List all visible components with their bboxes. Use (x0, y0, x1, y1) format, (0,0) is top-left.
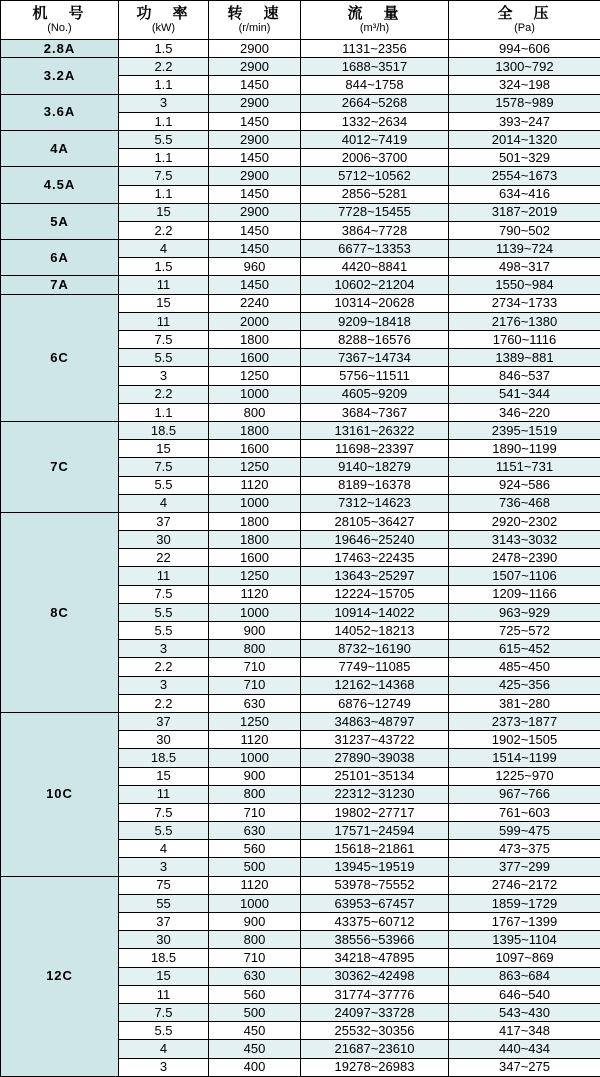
table-row (1, 512, 600, 530)
cell-flow: 844~1758 (301, 76, 449, 94)
cell-flow: 25532~30356 (301, 1022, 449, 1040)
cell-power: 37 (119, 712, 209, 730)
cell-power: 15 (119, 203, 209, 221)
cell-flow: 27890~39038 (301, 749, 449, 767)
cell-model: 7C (1, 421, 119, 512)
cell-power: 18.5 (119, 949, 209, 967)
table-row (1, 276, 600, 294)
cell-flow: 17463~22435 (301, 549, 449, 567)
cell-speed: 2000 (209, 312, 301, 330)
cell-flow: 11698~23397 (301, 440, 449, 458)
cell-pressure: 3187~2019 (449, 203, 600, 221)
cell-flow: 14052~18213 (301, 622, 449, 640)
cell-speed: 1450 (209, 276, 301, 294)
cell-speed: 1600 (209, 440, 301, 458)
cell-power: 18.5 (119, 749, 209, 767)
table-row (1, 58, 600, 76)
cell-pressure: 863~684 (449, 967, 600, 985)
column-header-flow-sub: (m³/h) (301, 23, 448, 35)
cell-model: 2.8A (1, 40, 119, 58)
cell-power: 7.5 (119, 331, 209, 349)
cell-flow: 2006~3700 (301, 149, 449, 167)
cell-power: 1.1 (119, 76, 209, 94)
cell-power: 1.1 (119, 185, 209, 203)
column-header-model-main: 机 号 (1, 6, 118, 22)
cell-speed: 900 (209, 913, 301, 931)
cell-flow: 4012~7419 (301, 130, 449, 148)
cell-flow: 10602~21204 (301, 276, 449, 294)
cell-flow: 28105~36427 (301, 512, 449, 530)
cell-model: 4.5A (1, 167, 119, 203)
cell-flow: 31774~37776 (301, 985, 449, 1003)
cell-speed: 1600 (209, 549, 301, 567)
cell-speed: 800 (209, 931, 301, 949)
cell-pressure: 1859~1729 (449, 894, 600, 912)
cell-speed: 1120 (209, 585, 301, 603)
cell-power: 1.1 (119, 149, 209, 167)
cell-flow: 7367~14734 (301, 349, 449, 367)
cell-pressure: 1139~724 (449, 240, 600, 258)
cell-speed: 1450 (209, 221, 301, 239)
table-row (1, 130, 600, 148)
cell-power: 3 (119, 1058, 209, 1076)
cell-speed: 1000 (209, 894, 301, 912)
cell-pressure: 543~430 (449, 1003, 600, 1021)
cell-flow: 13945~19519 (301, 858, 449, 876)
cell-pressure: 846~537 (449, 367, 600, 385)
cell-pressure: 1151~731 (449, 458, 600, 476)
cell-flow: 24097~33728 (301, 1003, 449, 1021)
cell-flow: 1131~2356 (301, 40, 449, 58)
cell-speed: 2900 (209, 130, 301, 148)
header-row (1, 1, 600, 40)
table-row (1, 421, 600, 439)
cell-speed: 710 (209, 676, 301, 694)
cell-power: 3 (119, 640, 209, 658)
cell-speed: 1450 (209, 185, 301, 203)
cell-power: 1.1 (119, 403, 209, 421)
table-header (1, 1, 600, 40)
cell-speed: 710 (209, 658, 301, 676)
cell-speed: 900 (209, 767, 301, 785)
table-row (1, 240, 600, 258)
cell-pressure: 1389~881 (449, 349, 600, 367)
cell-power: 11 (119, 785, 209, 803)
cell-flow: 13161~26322 (301, 421, 449, 439)
table-body (1, 40, 600, 1077)
cell-power: 30 (119, 531, 209, 549)
cell-pressure: 2920~2302 (449, 512, 600, 530)
cell-speed: 1250 (209, 367, 301, 385)
cell-flow: 2664~5268 (301, 94, 449, 112)
cell-power: 5.5 (119, 822, 209, 840)
cell-speed: 450 (209, 1022, 301, 1040)
cell-pressure: 1507~1106 (449, 567, 600, 585)
cell-speed: 1450 (209, 149, 301, 167)
cell-power: 7.5 (119, 585, 209, 603)
cell-flow: 63953~67457 (301, 894, 449, 912)
cell-power: 5.5 (119, 476, 209, 494)
cell-power: 1.1 (119, 112, 209, 130)
cell-flow: 34218~47895 (301, 949, 449, 967)
cell-pressure: 1578~989 (449, 94, 600, 112)
cell-pressure: 347~275 (449, 1058, 600, 1076)
cell-pressure: 346~220 (449, 403, 600, 421)
cell-pressure: 599~475 (449, 822, 600, 840)
cell-speed: 1000 (209, 385, 301, 403)
cell-flow: 43375~60712 (301, 913, 449, 931)
cell-speed: 630 (209, 694, 301, 712)
table-row (1, 94, 600, 112)
cell-speed: 1120 (209, 476, 301, 494)
column-header-pressure-main: 全 压 (449, 6, 600, 22)
cell-speed: 2900 (209, 40, 301, 58)
cell-pressure: 377~299 (449, 858, 600, 876)
cell-power: 15 (119, 967, 209, 985)
cell-speed: 400 (209, 1058, 301, 1076)
cell-power: 15 (119, 440, 209, 458)
cell-speed: 1800 (209, 331, 301, 349)
cell-speed: 1000 (209, 494, 301, 512)
cell-flow: 30362~42498 (301, 967, 449, 985)
cell-flow: 21687~23610 (301, 1040, 449, 1058)
cell-speed: 1450 (209, 76, 301, 94)
cell-speed: 2900 (209, 94, 301, 112)
cell-pressure: 924~586 (449, 476, 600, 494)
cell-pressure: 541~344 (449, 385, 600, 403)
cell-pressure: 417~348 (449, 1022, 600, 1040)
cell-flow: 9140~18279 (301, 458, 449, 476)
cell-speed: 710 (209, 949, 301, 967)
cell-speed: 2900 (209, 167, 301, 185)
column-header-power-main: 功 率 (119, 6, 208, 22)
cell-flow: 34863~48797 (301, 712, 449, 730)
cell-flow: 6677~13353 (301, 240, 449, 258)
cell-speed: 2900 (209, 203, 301, 221)
cell-power: 11 (119, 985, 209, 1003)
cell-power: 30 (119, 931, 209, 949)
cell-pressure: 2373~1877 (449, 712, 600, 730)
cell-power: 2.2 (119, 658, 209, 676)
cell-pressure: 761~603 (449, 803, 600, 821)
cell-pressure: 963~929 (449, 603, 600, 621)
cell-power: 5.5 (119, 130, 209, 148)
cell-flow: 8189~16378 (301, 476, 449, 494)
cell-flow: 5712~10562 (301, 167, 449, 185)
cell-pressure: 2395~1519 (449, 421, 600, 439)
cell-model: 12C (1, 876, 119, 1076)
cell-flow: 2856~5281 (301, 185, 449, 203)
cell-pressure: 1097~869 (449, 949, 600, 967)
cell-pressure: 2014~1320 (449, 130, 600, 148)
cell-power: 18.5 (119, 421, 209, 439)
cell-power: 5.5 (119, 349, 209, 367)
cell-speed: 1450 (209, 112, 301, 130)
cell-flow: 7728~15455 (301, 203, 449, 221)
cell-pressure: 485~450 (449, 658, 600, 676)
cell-pressure: 1890~1199 (449, 440, 600, 458)
cell-speed: 500 (209, 1003, 301, 1021)
cell-flow: 12224~15705 (301, 585, 449, 603)
cell-flow: 8732~16190 (301, 640, 449, 658)
cell-pressure: 634~416 (449, 185, 600, 203)
cell-model: 10C (1, 712, 119, 876)
cell-power: 4 (119, 840, 209, 858)
cell-flow: 1688~3517 (301, 58, 449, 76)
cell-flow: 7312~14623 (301, 494, 449, 512)
cell-power: 15 (119, 294, 209, 312)
cell-flow: 3864~7728 (301, 221, 449, 239)
cell-flow: 15618~21861 (301, 840, 449, 858)
column-header-power (119, 1, 209, 40)
cell-speed: 2900 (209, 58, 301, 76)
cell-model: 8C (1, 512, 119, 712)
cell-power: 75 (119, 876, 209, 894)
cell-power: 15 (119, 767, 209, 785)
cell-model: 3.6A (1, 94, 119, 130)
cell-power: 3 (119, 367, 209, 385)
cell-power: 37 (119, 913, 209, 931)
cell-power: 5.5 (119, 622, 209, 640)
cell-model: 6C (1, 294, 119, 421)
cell-speed: 560 (209, 840, 301, 858)
table-row (1, 712, 600, 730)
cell-pressure: 393~247 (449, 112, 600, 130)
cell-speed: 1120 (209, 731, 301, 749)
cell-speed: 630 (209, 822, 301, 840)
cell-pressure: 2176~1380 (449, 312, 600, 330)
cell-speed: 900 (209, 622, 301, 640)
cell-power: 11 (119, 276, 209, 294)
cell-pressure: 790~502 (449, 221, 600, 239)
cell-power: 37 (119, 512, 209, 530)
cell-pressure: 2734~1733 (449, 294, 600, 312)
cell-power: 7.5 (119, 803, 209, 821)
cell-speed: 800 (209, 640, 301, 658)
column-header-flow (301, 1, 449, 40)
cell-flow: 53978~75552 (301, 876, 449, 894)
cell-speed: 630 (209, 967, 301, 985)
cell-flow: 25101~35134 (301, 767, 449, 785)
cell-speed: 710 (209, 803, 301, 821)
cell-power: 30 (119, 731, 209, 749)
table-row (1, 876, 600, 894)
cell-power: 11 (119, 567, 209, 585)
cell-speed: 560 (209, 985, 301, 1003)
table-row (1, 167, 600, 185)
cell-speed: 1250 (209, 458, 301, 476)
cell-flow: 22312~31230 (301, 785, 449, 803)
cell-power: 7.5 (119, 1003, 209, 1021)
cell-flow: 19802~27717 (301, 803, 449, 821)
table-row (1, 40, 600, 58)
cell-pressure: 615~452 (449, 640, 600, 658)
cell-model: 4A (1, 130, 119, 166)
cell-pressure: 967~766 (449, 785, 600, 803)
cell-speed: 800 (209, 403, 301, 421)
cell-flow: 17571~24594 (301, 822, 449, 840)
cell-flow: 3684~7367 (301, 403, 449, 421)
cell-pressure: 1300~792 (449, 58, 600, 76)
column-header-pressure-sub: (Pa) (449, 23, 600, 35)
cell-pressure: 1209~1166 (449, 585, 600, 603)
cell-power: 4 (119, 240, 209, 258)
cell-speed: 1450 (209, 240, 301, 258)
column-header-power-sub: (kW) (119, 23, 208, 35)
cell-speed: 1800 (209, 512, 301, 530)
cell-speed: 800 (209, 785, 301, 803)
cell-power: 11 (119, 312, 209, 330)
column-header-speed-sub: (r/min) (209, 23, 300, 35)
cell-pressure: 440~434 (449, 1040, 600, 1058)
cell-pressure: 1550~984 (449, 276, 600, 294)
cell-flow: 5756~11511 (301, 367, 449, 385)
table-row (1, 294, 600, 312)
cell-flow: 7749~11085 (301, 658, 449, 676)
cell-flow: 10914~14022 (301, 603, 449, 621)
cell-speed: 1250 (209, 567, 301, 585)
table-row (1, 203, 600, 221)
cell-model: 7A (1, 276, 119, 294)
cell-speed: 960 (209, 258, 301, 276)
cell-speed: 1120 (209, 876, 301, 894)
cell-flow: 12162~14368 (301, 676, 449, 694)
cell-pressure: 646~540 (449, 985, 600, 1003)
cell-model: 6A (1, 240, 119, 276)
cell-pressure: 425~356 (449, 676, 600, 694)
cell-power: 7.5 (119, 167, 209, 185)
cell-pressure: 1514~1199 (449, 749, 600, 767)
cell-pressure: 498~317 (449, 258, 600, 276)
cell-power: 4 (119, 494, 209, 512)
cell-power: 2.2 (119, 385, 209, 403)
cell-model: 3.2A (1, 58, 119, 94)
cell-pressure: 501~329 (449, 149, 600, 167)
cell-pressure: 473~375 (449, 840, 600, 858)
cell-pressure: 3143~3032 (449, 531, 600, 549)
cell-flow: 1332~2634 (301, 112, 449, 130)
cell-pressure: 2478~2390 (449, 549, 600, 567)
cell-speed: 2240 (209, 294, 301, 312)
cell-flow: 10314~20628 (301, 294, 449, 312)
cell-speed: 1000 (209, 749, 301, 767)
cell-speed: 1800 (209, 421, 301, 439)
cell-power: 2.2 (119, 221, 209, 239)
cell-flow: 4605~9209 (301, 385, 449, 403)
cell-flow: 13643~25297 (301, 567, 449, 585)
cell-pressure: 2554~1673 (449, 167, 600, 185)
cell-pressure: 2746~2172 (449, 876, 600, 894)
cell-power: 5.5 (119, 1022, 209, 1040)
cell-flow: 6876~12749 (301, 694, 449, 712)
cell-pressure: 994~606 (449, 40, 600, 58)
cell-power: 22 (119, 549, 209, 567)
cell-power: 2.2 (119, 694, 209, 712)
cell-pressure: 1225~970 (449, 767, 600, 785)
cell-pressure: 324~198 (449, 76, 600, 94)
cell-power: 1.5 (119, 258, 209, 276)
cell-speed: 1000 (209, 603, 301, 621)
cell-flow: 9209~18418 (301, 312, 449, 330)
cell-power: 4 (119, 1040, 209, 1058)
column-header-speed (209, 1, 301, 40)
cell-flow: 31237~43722 (301, 731, 449, 749)
cell-power: 3 (119, 858, 209, 876)
cell-speed: 1600 (209, 349, 301, 367)
cell-pressure: 1767~1399 (449, 913, 600, 931)
cell-power: 1.5 (119, 40, 209, 58)
column-header-flow-main: 流 量 (301, 6, 448, 22)
column-header-speed-main: 转 速 (209, 6, 300, 22)
cell-pressure: 736~468 (449, 494, 600, 512)
cell-flow: 19646~25240 (301, 531, 449, 549)
cell-speed: 500 (209, 858, 301, 876)
cell-flow: 8288~16576 (301, 331, 449, 349)
cell-speed: 1250 (209, 712, 301, 730)
column-header-model (1, 1, 119, 40)
cell-pressure: 1902~1505 (449, 731, 600, 749)
cell-pressure: 1760~1116 (449, 331, 600, 349)
cell-flow: 4420~8841 (301, 258, 449, 276)
cell-speed: 450 (209, 1040, 301, 1058)
cell-pressure: 725~572 (449, 622, 600, 640)
cell-pressure: 1395~1104 (449, 931, 600, 949)
cell-flow: 19278~26983 (301, 1058, 449, 1076)
cell-power: 3 (119, 94, 209, 112)
cell-flow: 38556~53966 (301, 931, 449, 949)
column-header-pressure (449, 1, 600, 40)
cell-power: 3 (119, 676, 209, 694)
cell-power: 2.2 (119, 58, 209, 76)
cell-pressure: 381~280 (449, 694, 600, 712)
cell-power: 7.5 (119, 458, 209, 476)
cell-model: 5A (1, 203, 119, 239)
cell-speed: 1800 (209, 531, 301, 549)
cell-power: 5.5 (119, 603, 209, 621)
column-header-model-sub: (No.) (1, 23, 118, 35)
cell-power: 55 (119, 894, 209, 912)
